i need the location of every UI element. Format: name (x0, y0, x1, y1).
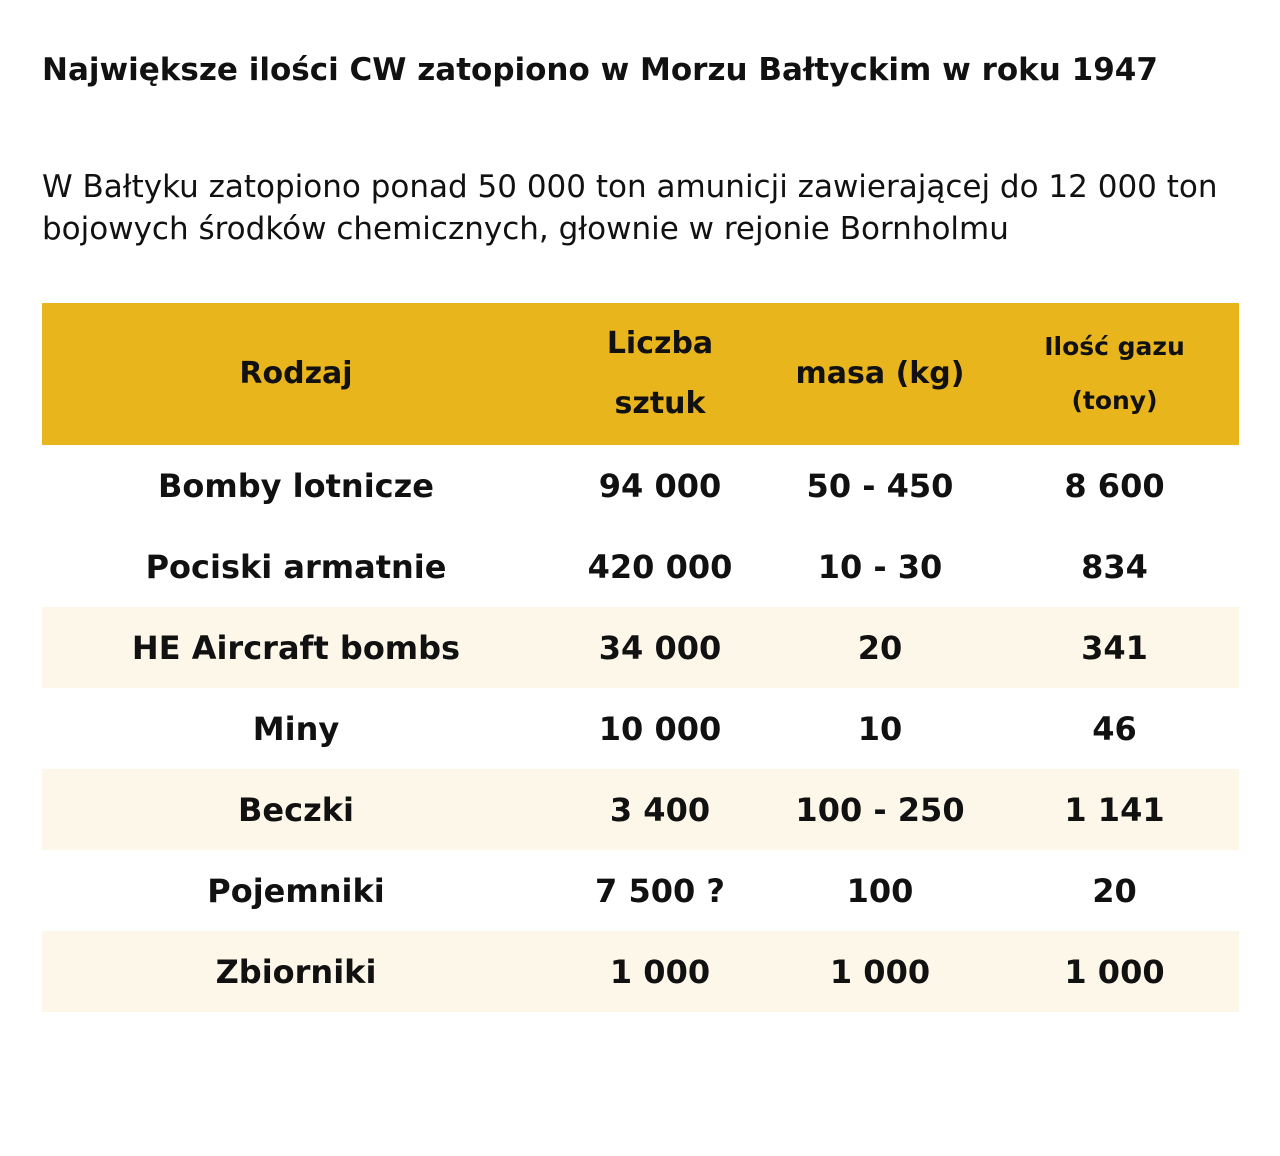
cell-type: Pojemniki (207, 871, 385, 910)
table-row (42, 526, 1239, 607)
cell-type: HE Aircraft bombs (131, 628, 461, 667)
cell-type: Miny (252, 709, 340, 748)
header-type: Rodzaj (239, 356, 353, 391)
cell-gas: 46 (1092, 709, 1137, 748)
header-gas (990, 303, 1239, 445)
cell-mass: 10 - 30 (817, 547, 943, 586)
cell-type: Bomby lotnicze (158, 466, 434, 505)
cell-type: Zbiorniki (215, 952, 377, 991)
table-row (42, 607, 1239, 688)
cell-type: Beczki (238, 790, 354, 829)
cell-mass: 50 - 450 (806, 466, 954, 505)
header-count (550, 303, 770, 445)
cell-count: 34 000 (598, 628, 722, 667)
cell-mass: 100 - 250 (795, 790, 965, 829)
table-row (42, 688, 1239, 769)
page-title: Największe ilości CW zatopiono w Morzu Bałtyckim w roku 1947 (42, 52, 1158, 88)
table-row (42, 769, 1239, 850)
header-count-line2: sztuk (614, 386, 706, 421)
cell-count: 10 000 (598, 709, 722, 748)
cell-count: 94 000 (598, 466, 722, 505)
cell-gas: 1 000 (1064, 952, 1165, 991)
header-gas-line2: (tony) (1071, 386, 1158, 415)
cell-mass: 10 (857, 709, 903, 748)
cell-gas: 341 (1081, 628, 1148, 667)
cell-count: 3 400 (609, 790, 711, 829)
cell-gas: 8 600 (1064, 466, 1165, 505)
table-row (42, 850, 1239, 931)
table-header-row (42, 303, 1239, 445)
cell-type: Pociski armatnie (145, 547, 447, 586)
cell-gas: 834 (1081, 547, 1148, 586)
munitions-table (42, 303, 1239, 1012)
header-gas-line1: Ilość gazu (1044, 332, 1185, 361)
header-count-line1: Liczba (606, 326, 714, 361)
cell-gas: 20 (1092, 871, 1137, 910)
cell-count: 7 500 ? (595, 871, 725, 910)
cell-count: 420 000 (587, 547, 733, 586)
cell-count: 1 000 (609, 952, 711, 991)
intro-paragraph: W Bałtyku zatopiono ponad 50 000 ton amunicji zawierającej do 12 000 ton bojowych środków chemicznych, głownie w rejonie Bornholmu (42, 169, 1218, 247)
cell-mass: 1 000 (829, 952, 931, 991)
table-row (42, 445, 1239, 526)
cell-gas: 1 141 (1064, 790, 1165, 829)
header-mass: masa (kg) (795, 356, 965, 391)
table-row (42, 931, 1239, 1012)
cell-mass: 100 (846, 871, 914, 910)
cell-mass: 20 (857, 628, 903, 667)
